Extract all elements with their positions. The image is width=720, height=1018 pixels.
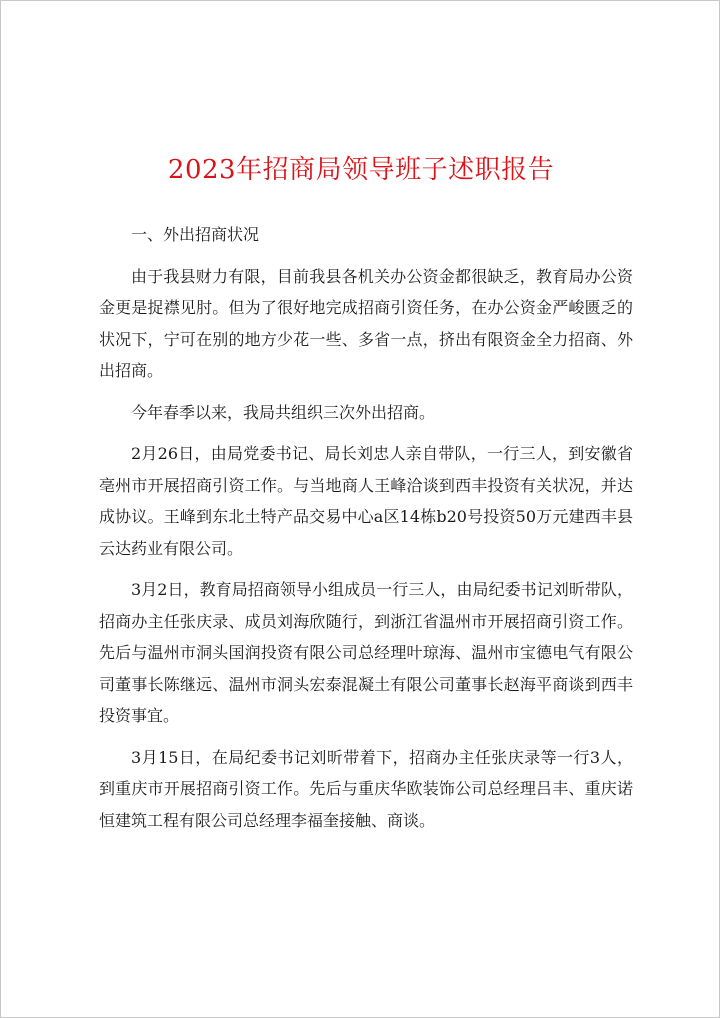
paragraph-funding: 由于我县财力有限，目前我县各机关办公资金都很缺乏，教育局办公资金更是捉襟见肘。但为了很好地完成招商引资任务，在办公资金严峻匮乏的状况下，宁可在别的地方少花一些、多省一点，挤出有限资金全力招商、外出招商。 <box>99 266 633 380</box>
paragraph-mar-15: 3月15日，在局纪委书记刘昕带着下，招商办主任张庆录等一行3人，到重庆市开展招商引资工作。先后与重庆华欧装饰公司总经理吕丰、重庆诺恒建筑工程有限公司总经理李福奎接触、商谈。 <box>99 747 633 830</box>
document-body <box>99 219 633 846</box>
section-heading: 一、外出招商状况 <box>131 225 260 244</box>
paragraph-feb-26: 2月26日，由局党委书记、局长刘忠人亲自带队，一行三人，到安徽省亳州市开展招商引资工作。与当地商人王峰洽谈到西丰投资有关状况，并达成协议。王峰到东北土特产品交易中心a区14栋b20号投资50万元建西丰县云达药业有限公司。 <box>99 444 633 558</box>
paragraph-mar-2: 3月2日，教育局招商领导小组成员一行三人，由局纪委书记刘昕带队，招商办主任张庆录、成员刘海欣随行，到浙江省温州市开展招商引资工作。先后与温州市洞头国润投资有限公司总经理叶琼海、温州市宝德电气有限公司董事长陈继远、温州市洞头宏泰混凝土有限公司董事长赵海平商谈到西丰投资事宜。 <box>99 580 633 725</box>
paragraph-summary: 今年春季以来，我局共组织三次外出招商。 <box>131 402 436 422</box>
document-title: 2023年招商局领导班子述职报告 <box>167 155 555 185</box>
